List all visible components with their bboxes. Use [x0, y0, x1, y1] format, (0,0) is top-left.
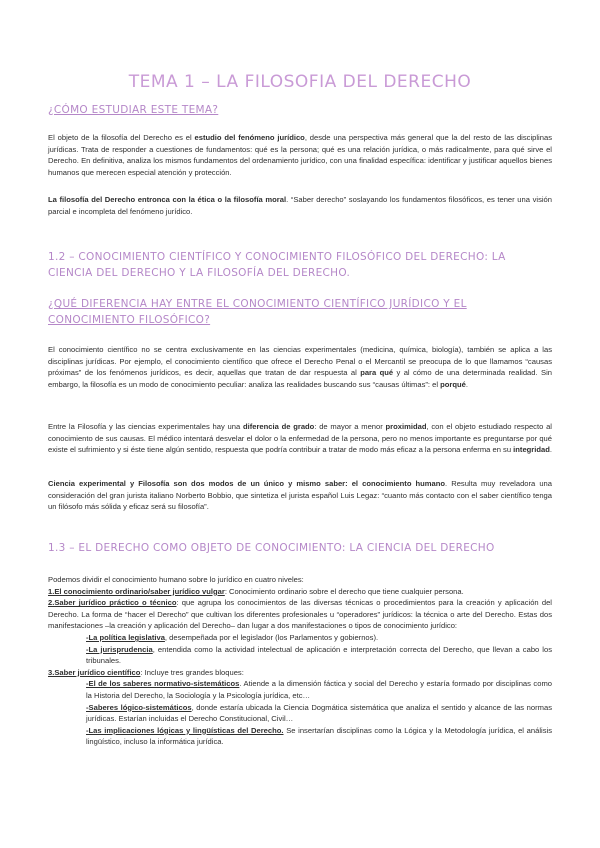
text: , desde una perspectiva más general que la del resto de las disciplinas jurídicas. Trata de responder a cuestiones de fundamentos: qué es la persona; qué es una relación jurídica, o más radicalmente, para qué sirve el Derecho. En definitiva, analiza los mismos fundamentos del ordenamiento jurídico, con una finalidad específica: identificar y justificar aquellos bienes humanos que merecen especial atención y protección. [48, 133, 552, 177]
sub-item-title: -El de los saberes normativo-sistemáticos [86, 679, 240, 689]
list-item-1 [48, 586, 552, 598]
page-title: TEMA 1 – LA FILOSOFIA DEL DERECHO [128, 72, 472, 92]
sub-item-implicaciones [48, 725, 552, 748]
subheading-diferencia [48, 296, 552, 328]
heading-text: ¿CÓMO ESTUDIAR ESTE TEMA? [48, 104, 219, 116]
sub-item-title: -Saberes lógico-sistemáticos [86, 702, 192, 712]
sub-item-title: -La política legislativa [86, 632, 165, 642]
sub-item-text: , entendida como la actividad intelectual de aplicación e interpretación correcta del Derecho, que llevan a cabo los tribunales. [86, 644, 553, 666]
paragraph-diferencia-grado [48, 421, 552, 456]
sub-item-normativo [48, 678, 552, 701]
paragraph-etica [48, 194, 552, 217]
levels-list [48, 574, 552, 748]
list-intro: Podemos dividir el conocimiento humano sobre lo jurídico en cuatro niveles: [48, 575, 304, 584]
list-item-text: : Incluye tres grandes bloques: [140, 667, 244, 677]
sub-item-politica [48, 632, 552, 644]
paragraph-objeto [48, 132, 552, 178]
text: . [465, 379, 468, 389]
list-item-2 [48, 597, 552, 632]
sub-item-title: -La jurisprudencia [86, 644, 153, 654]
text: y al cómo de una determinada realidad. Sin embargo, la filosofía es un modo de conocimiento peculiar: analiza las realidades buscando sus “causas últimas”: el [48, 368, 552, 389]
list-item-text: : Conocimiento ordinario sobre el derecho que tiene cualquier persona. [224, 586, 464, 596]
bold-text: para qué [360, 368, 394, 378]
sub-item-title: -Las implicaciones lógicas y lingüísticas del Derecho. [86, 725, 284, 735]
text: , con el objeto estudiado respecto al conocimiento de sus causas. El médico intentará desvelar el dolor o la enfermedad de la persona, pero no menos importante es preguntarse por qué existe el sufrimiento y si éste tiene algún sentido, respuesta que podría contribuir a tratar de modo más eficaz a la persona enferma en su [48, 422, 552, 455]
sub-item-text: , desempeñada por el legislador (los Parlamentos y gobiernos). [164, 632, 379, 642]
text: . Resulta muy reveladora una consideración del gran jurista italiano Norberto Bobbio, que sintetiza el jurista español Luis Legaz: “cuanto más contacto con el saber científico tenga un filósofo más sólida y eficaz será su filosofía”. [48, 479, 552, 512]
list-item-text: : que agrupa los conocimientos de las diversas técnicas o procedimientos para la creación y aplicación del Derecho. La forma de “hacer el Derecho” que cultivan los diferentes profesionales u “operadores” jurídicos: la técnica o arte del Derecho. Estas dos manifestaciones –la creación y aplicación del Derecho– dan lugar a dos manifestaciones o tipos de conocimiento jurídico: [48, 598, 552, 631]
bold-text: integridad [513, 445, 550, 455]
bold-text: La filosofía del Derecho entronca con la ética o la filosofía moral [48, 195, 287, 204]
bold-text: proximidad [385, 422, 427, 431]
bold-text: porqué [440, 379, 466, 389]
bold-text: diferencia de grado [242, 422, 315, 431]
section-heading-1-2: 1.2 – CONOCIMIENTO CIENTÍFICO Y CONOCIMIENTO FILOSÓFICO DEL DERECHO: LA CIENCIA DEL DERECHO Y LA FILOSOFÍA DEL DERECHO. [48, 251, 506, 279]
bold-text: estudio del fenómeno jurídico [194, 133, 305, 142]
list-item-3 [48, 667, 552, 679]
list-item-title: 1.El conocimiento ordinario/saber jurídico vulgar [48, 586, 225, 596]
heading-text: ¿QUÉ DIFERENCIA HAY ENTRE EL CONOCIMIENTO CIENTÍFICO JURÍDICO Y EL CONOCIMIENTO FILOSÓFICO? [48, 298, 467, 326]
bold-text: Ciencia experimental y Filosofía son dos modos de un único y mismo saber: el conocimiento humano [48, 479, 446, 488]
section-heading-1-3: 1.3 – EL DERECHO COMO OBJETO DE CONOCIMIENTO: LA CIENCIA DEL DERECHO [48, 542, 495, 554]
paragraph-conocimiento-cientifico [48, 344, 552, 390]
text: El conocimiento científico no se centra exclusivamente en las ciencias experimentales (medicina, química, biología), también se aplica a las disciplinas jurídicas. Por ejemplo, el conocimiento científico que ofrece el Derecho Penal o el Mercantil se preocupa de lo que llamamos “causas próximas” de los fenómenos jurídicos, es decir, aquellas que tratan de dar respuesta al [48, 345, 552, 378]
text: El objeto de la filosofía del Derecho es el [48, 133, 195, 142]
sub-item-text: Se insertarían disciplinas como la Lógica y la Metodología jurídica, el análisis lingüístico, incluso la informática jurídica. [86, 725, 552, 747]
text: : de mayor a menor [314, 422, 386, 431]
section-heading-como-estudiar [48, 102, 218, 118]
text: Entre la Filosofía y las ciencias experimentales hay una [48, 422, 243, 431]
sub-item-logico [48, 702, 552, 725]
list-item-title: 2.Saber jurídico práctico o técnico [48, 598, 177, 608]
paragraph-ciencia-filosofia [48, 478, 552, 513]
sub-item-jurisprudencia [48, 644, 552, 667]
text: . “Saber derecho” soslayando los fundamentos filosóficos, es tener una visión parcial e incompleta del fenómeno jurídico. [48, 195, 552, 216]
text: . [549, 445, 553, 455]
list-item-title: 3.Saber jurídico científico [48, 667, 141, 677]
sub-item-text: , donde estaría ubicada la Ciencia Dogmática sistemática que analiza el sentido y alcance de las normas jurídicas. Estarían incluidas el Derecho Constitucional, Civil… [86, 702, 552, 724]
sub-item-text: . Atiende a la dimensión fáctica y social del Derecho y estaría formado por disciplinas como la Historia del Derecho, la Sociología y la Psicología jurídica, etc… [86, 679, 552, 700]
